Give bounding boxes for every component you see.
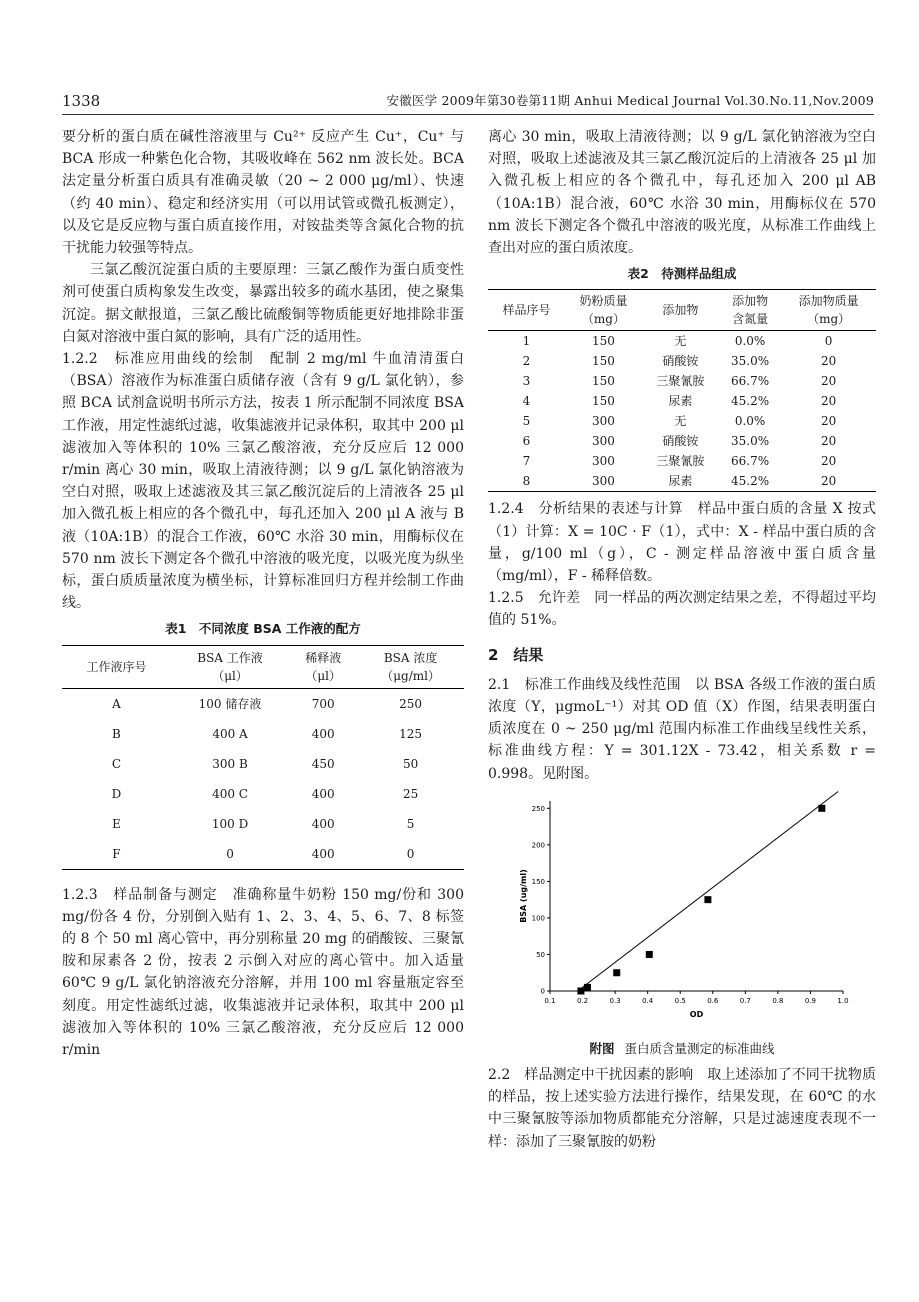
table-cell: C [111, 756, 122, 771]
table-cell: 100 D [211, 816, 249, 831]
table-cell: 150 [592, 394, 615, 409]
figure [488, 791, 876, 1036]
table-header-cell: 稀释液 （μl） [289, 645, 357, 688]
table-cell: 45.2% [731, 474, 770, 489]
y-tick-label: 50 [536, 950, 545, 959]
table-row [62, 749, 464, 779]
paragraph: 要分析的蛋白质在碱性溶液里与 Cu²⁺ 反应产生 Cu⁺，Cu⁺ 与 BCA 形成一种紫色化合物，其吸收峰在 562 nm 波长处。BCA 法定量分析蛋白质具有准确灵敏（20 ~ 2 000 μg/ml）、快速（约 40 min）、稳定和经济实用（可以用试管或微孔板测定），以及它是反应物与蛋白质直接作用，对铵盐类等含氮化合物的抗干扰能力较强等特点。 [62, 129, 464, 257]
paragraph: 1.2.5 允许差 同一样品的两次测定结果之差，不得超过平均值的 51%。 [488, 590, 876, 629]
table-cell: 400 A [212, 726, 248, 741]
table-cell: 150 [592, 354, 615, 369]
figure-caption-label: 附图 [589, 1040, 615, 1056]
table-cell: 50 [402, 756, 419, 771]
paragraph: 1.2.3 样品制备与测定 准确称量牛奶粉 150 mg/份和 300 mg/份各 4 份，分别倒入贴有 1、2、3、4、5、6、7、8 标签的 8 个 50 ml 离心管中，再分别称量 20 mg 的硝酸铵、三聚氰胺和尿素各 2 份，按表 2 示倒入对应的离心管中。加入适量 60℃ 9 g/L 氯化钠溶液充分溶解，并用 100 ml 容量瓶定容至刻度。用定性滤纸过滤，收集滤液并记录体积，取其中 200 μl 滤液加入等体积的 10% 三氯乙酸溶液，充分反应后 12 000 r/min [62, 886, 464, 1059]
table-cell: 5 [406, 816, 415, 831]
paragraph: 2.2 样品测定中干扰因素的影响 取上述添加了不同干扰物质的样品，按上述实验方法进行操作，结果发现，在 60℃ 的水中三聚氰胺等添加物质都能充分溶解，只是过滤速度表现不一样：添加了三聚氰胺的奶粉 [488, 1067, 876, 1150]
table-cell: 400 C [212, 786, 248, 801]
table-cell: 25 [402, 786, 419, 801]
table-cell: 45.2% [731, 394, 770, 409]
journal-info: 安徽医学 2009年第30卷第11期 Anhui Medical Journal Vol.30.No.11,Nov.2009 [386, 93, 874, 108]
table-cell: 125 [399, 726, 423, 741]
x-tick-label: 0.7 [739, 996, 751, 1005]
table-cell: A [112, 696, 121, 711]
table-header-row [62, 645, 464, 688]
x-tick-label: 0.8 [772, 996, 784, 1005]
x-tick-label: 0.2 [576, 996, 589, 1005]
table-row [62, 779, 464, 809]
table-cell: 0 [226, 846, 234, 861]
table-row [488, 431, 876, 451]
table-row [62, 809, 464, 839]
table-cell: 0 [824, 334, 833, 349]
table-row [488, 351, 876, 371]
table-header-cell: 样品序号 [488, 290, 565, 331]
table-cell: 400 [311, 786, 335, 801]
standard-curve-chart [488, 791, 876, 1036]
table-cell: 三聚氰胺 [656, 454, 705, 469]
fit-line [578, 791, 838, 991]
y-tick-label: 200 [531, 841, 545, 850]
table-row [488, 411, 876, 431]
x-tick-label: 0.1 [544, 996, 556, 1005]
x-tick-label: 1.0 [837, 996, 849, 1005]
table-row [488, 451, 876, 471]
table-cell: 1 [522, 334, 531, 349]
table-cell: 20 [820, 414, 837, 429]
paragraph: 1.2.2 标准应用曲线的绘制 配制 2 mg/ml 牛血清清蛋白（BSA）溶液作为标准蛋白质储存液（含有 9 g/L 氯化钠），参照 BCA 试剂盒说明书所示方法，按表 1 所示配制不同浓度 BSA 工作液，用定性滤纸过滤，收集滤液并记录体积，取其中 200 μl 滤液加入等体积的 10% 三氯乙酸溶液，充分反应后 12 000 r/min 离心 30 min，吸取上清液待测；以 9 g/L 氯化钠溶液为空白对照，吸取上述滤液及其三氯乙酸沉淀后的上清液各 25 μl 加入微孔板上相应的各个微孔中，每孔还加入 200 μl A 液与 B 液（10A:1B）的混合工作液，60℃ 水浴 30 min，用酶标仪在 570 nm 波长下测定各个微孔中溶液的吸光度，以吸光度为纵坐标，蛋白质质量浓度为横坐标，计算标准回归方程并绘制工作曲线。 [62, 351, 464, 612]
y-axis-label: BSA (ug/ml) [519, 869, 528, 923]
table-cell: 300 [592, 414, 615, 429]
table-cell: E [112, 816, 121, 831]
table-cell: 0.0% [734, 414, 766, 429]
page-header [62, 90, 874, 115]
table-row [488, 391, 876, 411]
table-cell: 300 B [212, 756, 248, 771]
table-row [62, 719, 464, 749]
table-cell: 450 [311, 756, 335, 771]
table-cell: 300 [592, 474, 615, 489]
table-header-cell: BSA 工作液 （μl） [171, 645, 289, 688]
table-cell: 400 [311, 846, 335, 861]
table-cell: 20 [820, 454, 837, 469]
paragraph: 离心 30 min，吸取上清液待测；以 9 g/L 氯化钠溶液为空白对照，吸取上述滤液及其三氯乙酸沉淀后的上清液各 25 μl 加入微孔板上相应的各个微孔中，每孔还加入 200 μl AB（10A:1B）混合液，60℃ 水浴 30 min，用酶标仪在 570 nm 波长下测定各个微孔中溶液的吸光度，从标准工作曲线上查出对应的蛋白质浓度。 [488, 129, 876, 257]
table-cell: 20 [820, 354, 837, 369]
table-cell: 2 [522, 354, 531, 369]
table-cell: 0 [406, 846, 415, 861]
table-cell: 150 [592, 374, 615, 389]
x-tick-label: 0.4 [642, 996, 654, 1005]
x-axis-label: OD [689, 1009, 704, 1019]
table-header-cell: 工作液序号 [62, 645, 171, 688]
right-column [488, 126, 876, 1153]
table-header-cell: 奶粉质量 （mg） [565, 290, 642, 331]
table2-title: 表2 待测样品组成 [627, 266, 737, 282]
y-tick-label: 0 [540, 987, 545, 996]
table-cell: 20 [820, 374, 837, 389]
table-cell: 400 [311, 726, 335, 741]
table-cell: 66.7% [731, 374, 770, 389]
table-row [488, 331, 876, 352]
page-number: 1338 [62, 92, 101, 110]
table-cell: 35.0% [731, 434, 770, 449]
data-point [646, 951, 653, 958]
left-column [62, 126, 464, 1061]
data-point [818, 805, 825, 812]
x-tick-label: 0.5 [674, 996, 686, 1005]
table-header-row [488, 290, 876, 331]
section-heading: 2 结果 [488, 645, 544, 664]
table-cell: 尿素 [668, 474, 693, 489]
table-cell: 0.0% [734, 334, 766, 349]
y-tick-label: 150 [531, 877, 545, 886]
table-cell: F [112, 846, 121, 861]
y-tick-label: 100 [531, 914, 545, 923]
table-cell: 400 [311, 816, 335, 831]
table-cell: 硝酸铵 [662, 434, 699, 449]
table-cell: 4 [522, 394, 531, 409]
table-cell: 300 [592, 434, 615, 449]
table-cell: 三聚氰胺 [656, 374, 705, 389]
table-cell: 150 [592, 334, 615, 349]
paragraph: 1.2.4 分析结果的表述与计算 样品中蛋白质的含量 X 按式（1）计算：X = 10C · F（1），式中：X - 样品中蛋白质的含量，g/100 ml（g），C - 测定样品溶液中蛋白质含量（mg/ml），F - 稀释倍数。 [488, 501, 876, 585]
x-tick-label: 0.3 [609, 996, 621, 1005]
table-cell: 700 [311, 696, 335, 711]
table-cell: 6 [522, 434, 531, 449]
table-cell: 35.0% [731, 354, 770, 369]
x-tick-label: 0.9 [804, 996, 817, 1005]
table-row [488, 371, 876, 391]
table-cell: 100 储存液 [198, 696, 262, 711]
table1-title: 表1 不同浓度 BSA 工作液的配方 [165, 621, 361, 637]
x-tick-label: 0.6 [707, 996, 719, 1005]
table-header-cell: 添加物质量 （mg） [781, 290, 876, 331]
table-cell: 300 [592, 454, 615, 469]
table-header-cell: 添加物 含氮量 [719, 290, 781, 331]
table2 [488, 289, 876, 492]
table-row [62, 839, 464, 870]
table-cell: 尿素 [668, 394, 693, 409]
table-cell: 无 [674, 334, 687, 349]
figure-caption-text: 蛋白质含量测定的标准曲线 [624, 1040, 775, 1056]
table-cell: 5 [522, 414, 531, 429]
table-header-cell: 添加物 [642, 290, 719, 331]
table-cell: 20 [820, 394, 837, 409]
table-cell: 20 [820, 434, 837, 449]
data-point [704, 896, 711, 903]
table-cell: 3 [522, 374, 531, 389]
table1 [62, 645, 464, 870]
paragraph: 三氯乙酸沉淀蛋白质的主要原理：三氯乙酸作为蛋白质变性剂可使蛋白质构象发生改变，暴露出较多的疏水基团，使之聚集沉淀。据文献报道，三氯乙酸比硫酸铜等物质能更好地排除非蛋白氮对溶液中蛋白氮的影响，具有广泛的适用性。 [62, 262, 464, 345]
data-point [577, 987, 584, 994]
table-header-cell: BSA 浓度 （μg/ml） [357, 645, 464, 688]
paragraph: 2.1 标准工作曲线及线性范围 以 BSA 各级工作液的蛋白质浓度（Y，μgmoL⁻¹）对其 OD 值（X）作图，结果表明蛋白质浓度在 0 ~ 250 μg/ml 范围内标准工作曲线呈线性关系，标准曲线方程：Y = 301.12X - 73.42，相关系数 r = 0.998。见附图。 [488, 676, 876, 782]
table-cell: D [111, 786, 122, 801]
y-tick-label: 250 [531, 804, 545, 813]
figure-caption [488, 1038, 876, 1060]
table-cell: 20 [820, 474, 837, 489]
table-row [62, 688, 464, 719]
table-row [488, 471, 876, 492]
table-cell: 硝酸铵 [662, 354, 699, 369]
table-cell: 无 [674, 414, 687, 429]
table-cell: 66.7% [731, 454, 770, 469]
table-cell: B [112, 726, 121, 741]
table-cell: 250 [399, 696, 423, 711]
table-cell: 8 [522, 474, 531, 489]
data-point [613, 969, 620, 976]
data-point [584, 984, 591, 991]
table-cell: 7 [522, 454, 531, 469]
